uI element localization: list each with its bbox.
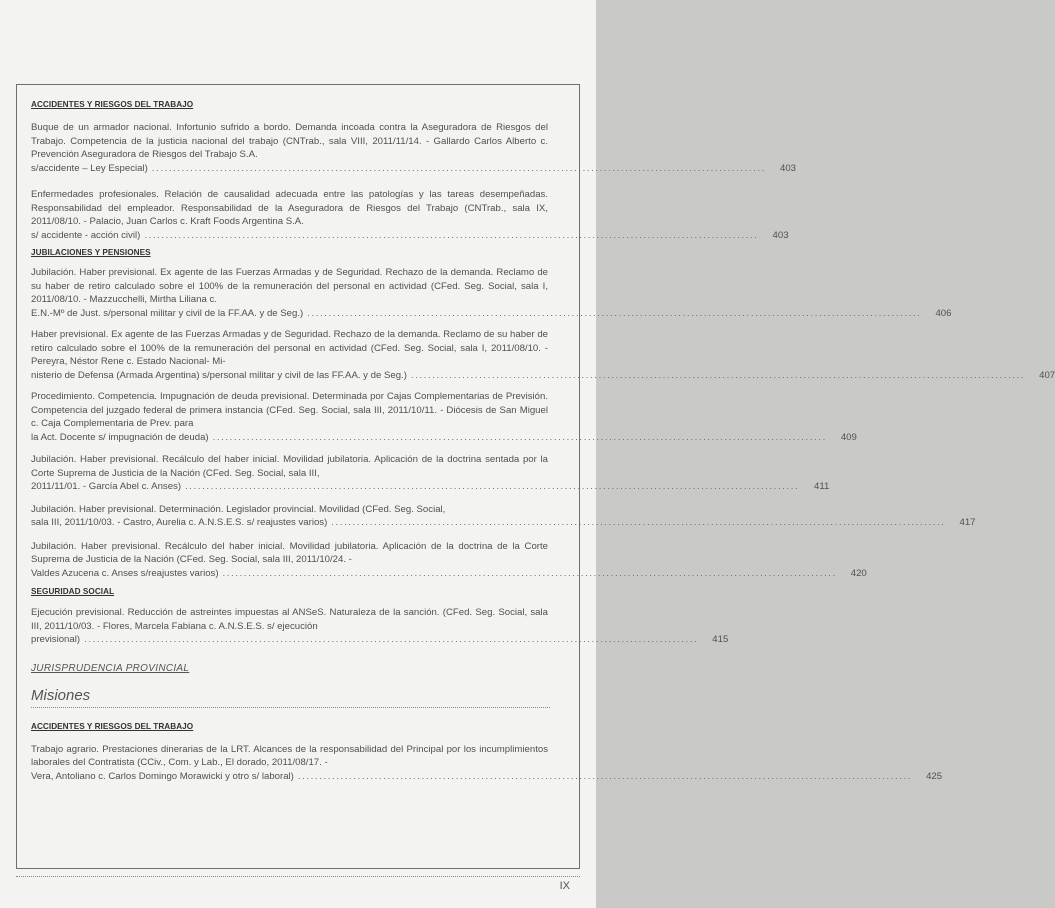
entry-page: 420: [850, 567, 867, 579]
leader-dots: ................................................................................................................................................: [151, 162, 767, 174]
entry-tail: s/accidente – Ley Especial): [31, 162, 148, 174]
entry-page: 415: [712, 634, 729, 645]
section-heading: JUBILACIONES Y PENSIONES: [31, 248, 151, 257]
index-entry: [31, 266, 952, 320]
leader-dots: ................................................................................................................................................: [84, 634, 699, 645]
entry-tail: sala III, 2011/10/03. - Castro, Aurelia c. A.N.S.E.S. s/ reajustes varios): [31, 517, 328, 528]
index-entry: [31, 743, 943, 784]
page-number: IX: [559, 880, 570, 892]
leader-dots: ................................................................................................................................................: [307, 307, 922, 319]
entry-page: 407: [1039, 369, 1055, 381]
entry-text: Jubilación. Haber previsional. Recálculo del haber inicial. Movilidad jubilatoria. Aplicación de la doctrina de la Corte Suprema de Justicia de la Nación (CFed. Seg. Social, sala III, 2011/10/24. -: [31, 540, 548, 565]
leader-dots: ................................................................................................................................................: [185, 481, 800, 492]
leader-dots: ................................................................................................................................................: [222, 567, 837, 579]
entry-page: 406: [935, 307, 952, 319]
index-entry: [31, 606, 729, 647]
index-entry: [31, 328, 1055, 382]
entry-text: Ejecución previsional. Reducción de astreintes impuestas al ANSeS. Naturaleza de la sanción. (CFed. Seg. Social, sala III, 2011/10/03. - Flores, Marcela Fabiana c. A.N.S.E.S. s/ ejecución: [31, 607, 548, 632]
leader-dots: ................................................................................................................................................: [410, 369, 1026, 381]
entry-tail: Valdes Azucena c. Anses s/reajustes varios): [31, 567, 219, 579]
province-heading: Misiones: [31, 686, 91, 704]
entry-page: 409: [840, 431, 857, 443]
entry-tail: nisterio de Defensa (Armada Argentina) s/personal militar y civil de las FF.AA. y de Seg.): [31, 369, 407, 381]
entry-text: Procedimiento. Competencia. Impugnación de deuda previsional. Determinada por Cajas Complementarias de Previsión. Competencia del juzgado federal de primera instancia (CFed. Seg. Social, sala III, 2011/10/11. - Diócesis de San Miguel c. Caja Complementaria de Prev. para: [31, 391, 548, 429]
entry-page: 403: [772, 229, 789, 241]
section-heading: ACCIDENTES Y RIESGOS DEL TRABAJO: [31, 721, 194, 731]
entry-text: Haber previsional. Ex agente de las Fuerzas Armadas y de Seguridad. Rechazo de la demanda. Reclamo de su haber de retiro calculado sobre el 100% de la remuneración del personal en actividad (CFed. Seg. Social, sala I, 2011/08/10. - Pereyra, Néstor Rene c. Estado Nacional- Mi-: [31, 329, 548, 367]
section-heading: ACCIDENTES Y RIESGOS DEL TRABAJO: [31, 100, 194, 109]
jurisprudencia-heading: JURISPRUDENCIA PROVINCIAL: [31, 662, 190, 674]
entry-text: Buque de un armador nacional. Infortunio sufrido a bordo. Demanda incoada contra la Aseguradora de Riesgos del Trabajo. Competencia de la justicia nacional del trabajo (CNTrab., sala VIII, 2011/11/14. - Gallardo Carlos Alberto c. Prevención Aseguradora de Riesgos del Trabajo S.A.: [31, 122, 548, 160]
entry-tail: E.N.-Mº de Just. s/personal militar y civil de la FF.AA. y de Seg.): [31, 307, 304, 319]
leader-dots: ................................................................................................................................................: [212, 431, 827, 443]
entry-text: Jubilación. Haber previsional. Determinación. Legislador provincial. Movilidad (CFed. Seg. Social,: [31, 503, 446, 515]
leader-dots: ................................................................................................................................................: [331, 517, 946, 528]
entry-tail: Vera, Antoliano c. Carlos Domingo Morawicki y otro s/ laboral): [31, 770, 294, 782]
leader-dots: ................................................................................................................................................: [144, 229, 759, 241]
index-entry: [31, 121, 797, 175]
entry-text: Jubilación. Haber previsional. Recálculo del haber inicial. Movilidad jubilatoria. Aplicación de la doctrina sentada por la Corte Suprema de Justicia de la Nación (CFed. Seg. Social, sala III,: [31, 454, 548, 479]
entry-tail: s/ accidente - acción civil): [31, 229, 141, 241]
entry-page: 425: [926, 770, 943, 782]
index-entry: [31, 503, 976, 530]
footer-rule: [16, 876, 580, 877]
index-content: [31, 100, 1055, 783]
section-heading: SEGURIDAD SOCIAL: [31, 587, 115, 596]
index-entry: [31, 540, 867, 581]
entry-text: Jubilación. Haber previsional. Ex agente de las Fuerzas Armadas y de Seguridad. Rechazo de la demanda. Reclamo de su haber de retiro calculado sobre el 100% de la remuneración del personal en actividad (CFed. Seg. Social, sala I, 2011/08/10. - Mazzucchelli, Mirtha Liliana c.: [31, 267, 548, 305]
entry-tail: 2011/11/01. - García Abel c. Anses): [31, 481, 182, 492]
index-entry: [31, 453, 830, 494]
index-entry: [31, 188, 789, 242]
entry-page: 403: [780, 162, 797, 174]
index-entry: [31, 390, 857, 444]
entry-page: 417: [959, 517, 976, 528]
entry-text: Enfermedades profesionales. Relación de causalidad adecuada entre las patologías y las tareas desempeñadas. Responsabilidad del empleador. Responsabilidad de la Aseguradora de Riesgos del Trabajo (CNTrab., sala IX, 2011/08/10. - Palacio, Juan Carlos c. Kraft Foods Argentina S.A.: [31, 189, 548, 227]
entry-tail: la Act. Docente s/ impugnación de deuda): [31, 431, 209, 443]
leader-dots: ................................................................................................................................................: [297, 770, 913, 782]
province-block: [31, 687, 550, 708]
entry-tail: previsional): [31, 634, 81, 645]
entry-text: Trabajo agrario. Prestaciones dinerarias de la LRT. Alcances de la responsabilidad del Principal por los incumplimientos laborales del Contratista (CCiv., Com. y Lab., El dorado, 2011/08/17. -: [31, 743, 548, 768]
entry-page: 411: [813, 481, 830, 492]
